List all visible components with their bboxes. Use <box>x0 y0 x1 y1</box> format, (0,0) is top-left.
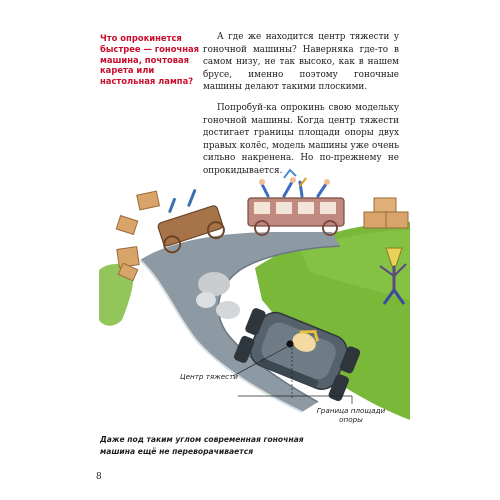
page-number: 8 <box>96 472 102 482</box>
center-of-gravity-dot <box>286 340 293 347</box>
dust-cloud <box>198 272 230 296</box>
crate <box>137 191 160 210</box>
paragraph: А где же находится центр тяжести у гоночной машины? Наверняка где-то в самом низу, не так высоко, как в нашем брусе, именно поэтому гоночные машины делают такими плоскими. <box>203 32 399 93</box>
dust-cloud <box>196 292 216 308</box>
flying-figure <box>284 170 296 178</box>
paragraph: Попробуй-ка опрокинь свою модельку гоночной машины. Когда центр тяжести достигает границы площади опоры двух правых колёс, модель машины уже очень сильно накренена. Но по-прежнему не опрокидывается. <box>203 102 399 176</box>
dust-cloud <box>216 301 240 319</box>
figure-caption: Даже под таким углом современная гоночная машина ещё не переворачивается <box>100 435 304 456</box>
box-stack <box>364 212 386 228</box>
box-stack <box>386 212 408 228</box>
crate <box>117 247 139 268</box>
box-stack <box>374 198 396 212</box>
post-carriage <box>248 177 344 235</box>
crate <box>116 216 137 235</box>
center-of-gravity-label: Центр тяжести <box>180 372 238 381</box>
sidebar-question: Что опрокинется быстрее — гоночная машина, почтовая карета или настольная лампа? <box>100 33 200 87</box>
support-boundary-label: Граница площади опоры <box>316 406 386 424</box>
